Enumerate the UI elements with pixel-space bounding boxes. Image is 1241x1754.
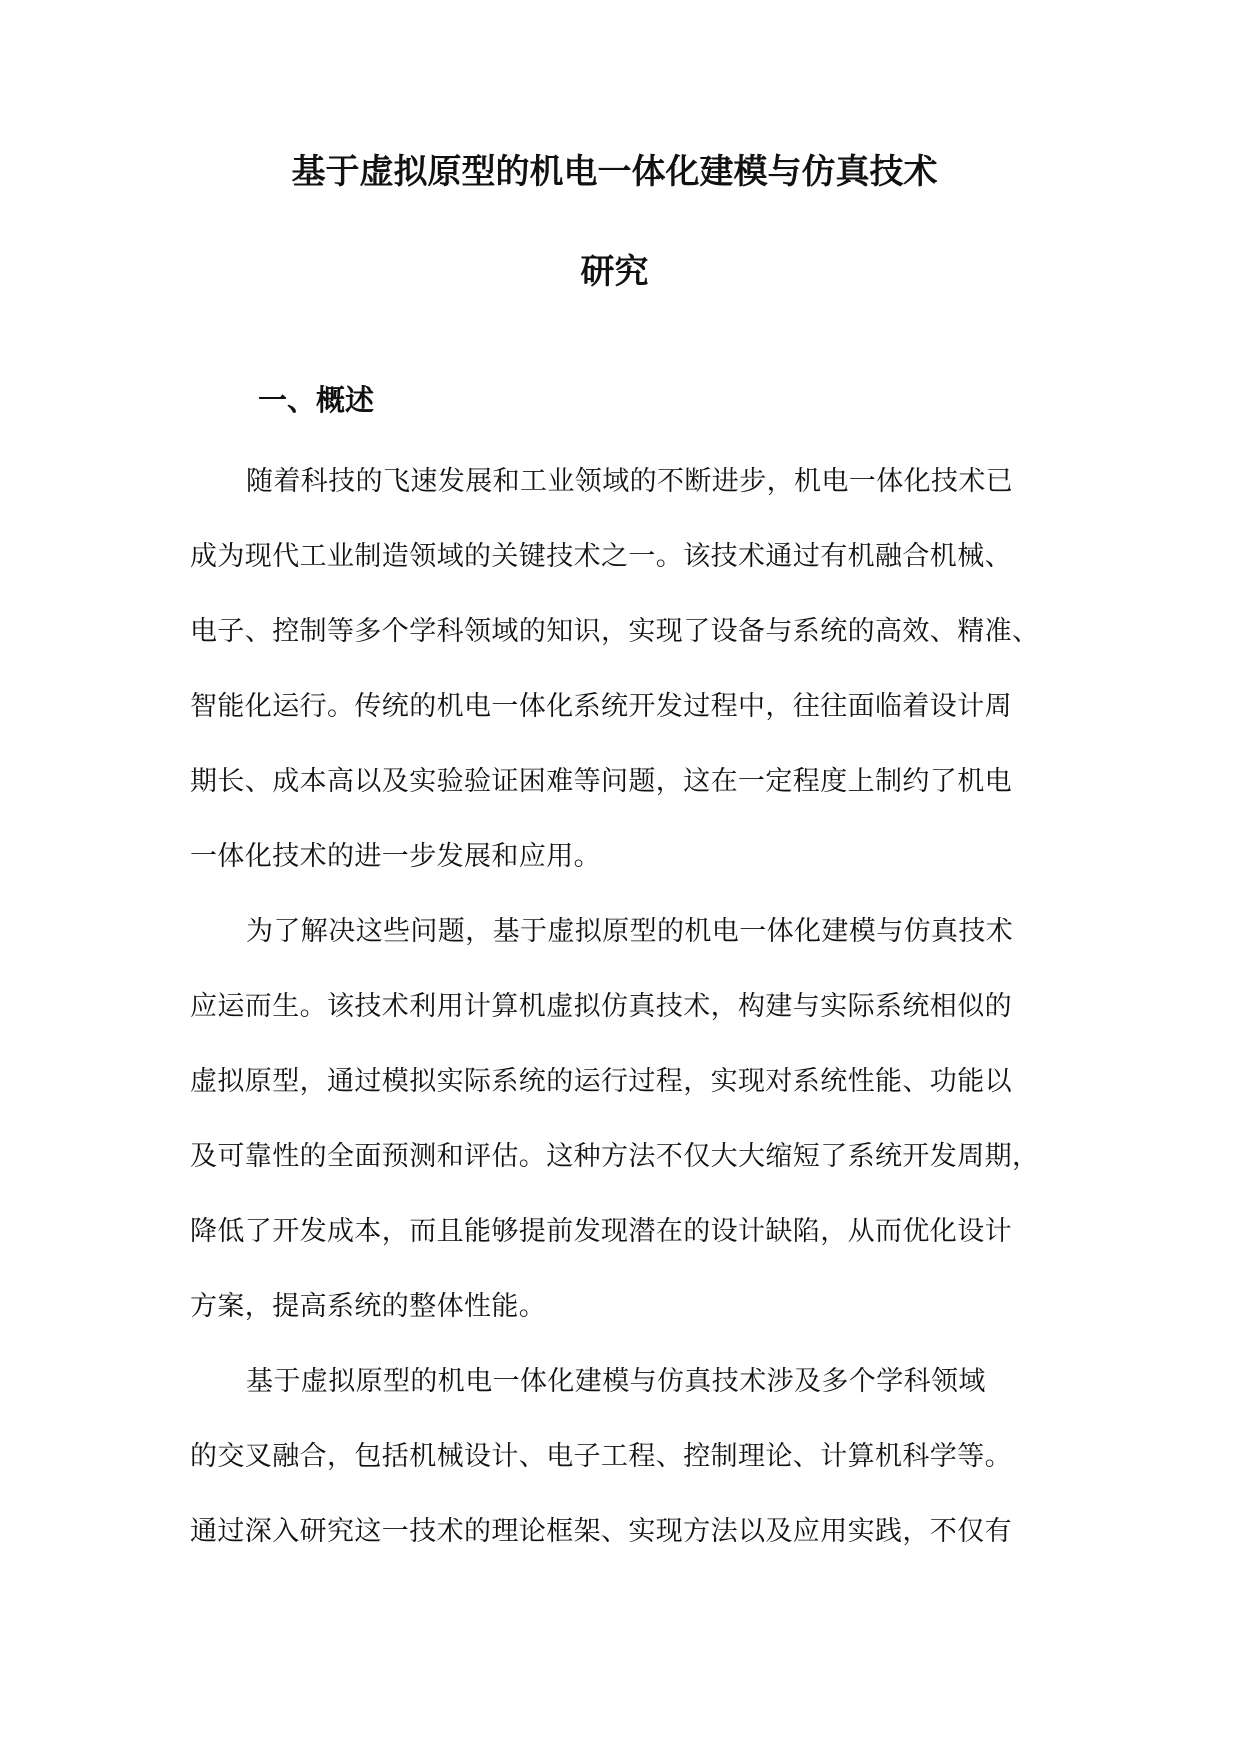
paragraph-line: 通过深入研究这一技术的理论框架、实现方法以及应用实践，不仅有 bbox=[190, 1516, 1012, 1547]
paragraph-line: 降低了开发成本，而且能够提前发现潜在的设计缺陷，从而优化设计 bbox=[190, 1216, 1012, 1247]
paragraph-line: 方案，提高系统的整体性能。 bbox=[190, 1291, 547, 1322]
paragraph-line: 期长、成本高以及实验验证困难等问题，这在一定程度上制约了机电 bbox=[190, 766, 1012, 797]
paragraph-line: 应运而生。该技术利用计算机虚拟仿真技术，构建与实际系统相似的 bbox=[190, 991, 1012, 1022]
document-title-line-2: 研究 bbox=[580, 252, 649, 292]
paragraph-line: 成为现代工业制造领域的关键技术之一。该技术通过有机融合机械、 bbox=[190, 541, 1012, 572]
paragraph-2 bbox=[190, 912, 1070, 1362]
paragraph-line: 随着科技的飞速发展和工业领域的不断进步，机电一体化技术已 bbox=[246, 466, 1014, 497]
paragraph-3 bbox=[190, 1362, 1070, 1587]
paragraph-line: 电子、控制等多个学科领域的知识，实现了设备与系统的高效、精准、 bbox=[190, 616, 1040, 647]
paragraph-line: 一体化技术的进一步发展和应用。 bbox=[190, 841, 601, 872]
section-heading: 一、概述 bbox=[258, 383, 375, 417]
document-title-line-1: 基于虚拟原型的机电一体化建模与仿真技术 bbox=[291, 152, 938, 192]
paragraph-line: 的交叉融合，包括机械设计、电子工程、控制理论、计算机科学等。 bbox=[190, 1441, 1012, 1472]
paragraph-line: 智能化运行。传统的机电一体化系统开发过程中，往往面临着设计周 bbox=[190, 691, 1012, 722]
paragraph-line: 虚拟原型，通过模拟实际系统的运行过程，实现对系统性能、功能以 bbox=[190, 1066, 1012, 1097]
paragraph-line: 基于虚拟原型的机电一体化建模与仿真技术涉及多个学科领域 bbox=[246, 1366, 986, 1397]
paragraph-line: 及可靠性的全面预测和评估。这种方法不仅大大缩短了系统开发周期， bbox=[190, 1141, 1040, 1172]
paragraph-line: 为了解决这些问题，基于虚拟原型的机电一体化建模与仿真技术 bbox=[246, 916, 1014, 947]
paragraph-1 bbox=[190, 462, 1070, 912]
body-text bbox=[190, 462, 1070, 1587]
